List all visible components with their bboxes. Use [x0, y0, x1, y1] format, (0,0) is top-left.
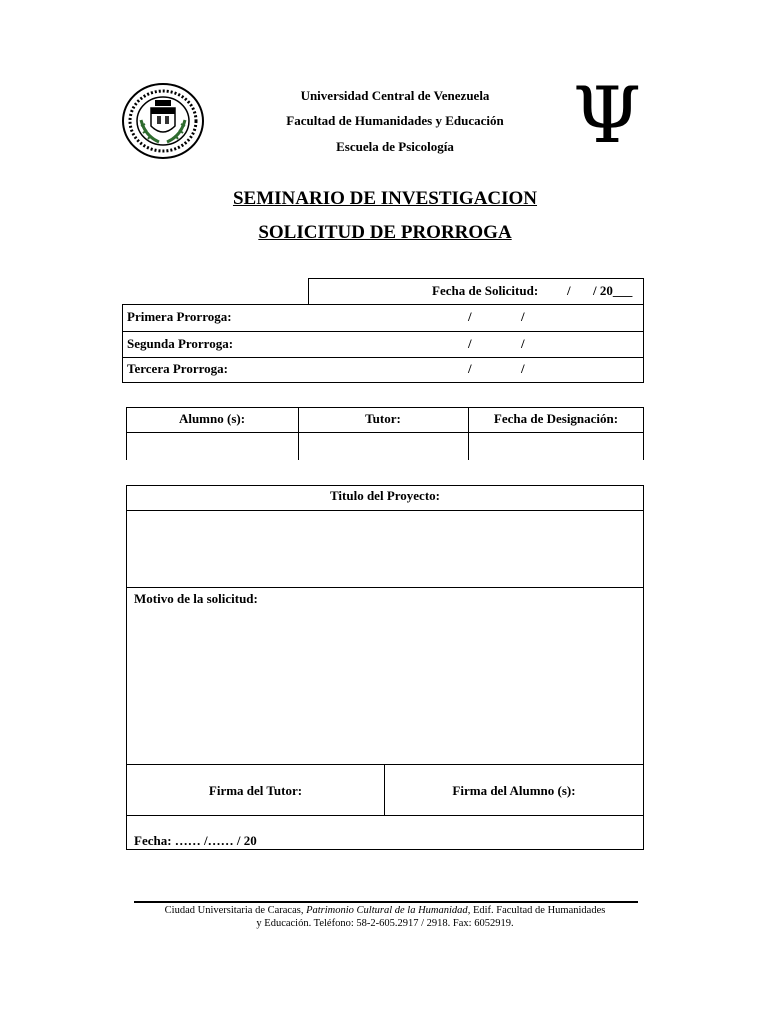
request-reason-label: Motivo de la solicitud: [134, 591, 258, 606]
table-divider [127, 815, 643, 816]
date-slash: / [468, 336, 472, 351]
project-title-field[interactable] [127, 511, 643, 587]
footer-address-suffix: , Edif. Facultad de Humanidades [467, 905, 606, 916]
people-table [126, 407, 644, 460]
project-title-label: Titulo del Proyecto: [329, 488, 440, 503]
document-subtitle: SOLICITUD DE PRORROGA [258, 222, 512, 243]
extension-row-third[interactable] [123, 357, 643, 383]
project-table [126, 485, 644, 850]
tutor-header: Tutor: [365, 411, 401, 426]
request-date-cell[interactable] [308, 278, 644, 304]
designation-date-header: Fecha de Designación: [493, 411, 619, 426]
tutor-field[interactable] [299, 433, 468, 460]
school-name: Escuela de Psicología [336, 139, 454, 154]
extension-row-first[interactable] [123, 305, 643, 331]
table-divider [643, 407, 644, 460]
request-reason-field[interactable] [127, 606, 643, 763]
tutor-signature-field[interactable] [127, 765, 384, 815]
footer-contact: y Educación. Teléfono: 58-2-605.2917 / 2918. Fax: 6052919. [256, 918, 514, 929]
tutor-signature-label: Firma del Tutor: [208, 783, 303, 798]
extension-label: Tercera Prorroga: [127, 361, 228, 376]
footer-address-prefix: Ciudad Universitaria de Caracas, [164, 905, 307, 916]
extensions-table [122, 304, 644, 383]
university-seal-icon [121, 82, 205, 160]
date-slash: / [521, 336, 525, 351]
student-field[interactable] [127, 433, 298, 460]
footer-address [120, 905, 650, 916]
student-signature-label: Firma del Alumno (s): [452, 783, 576, 798]
extension-label: Primera Prorroga: [127, 309, 232, 324]
extension-row-second[interactable] [123, 331, 643, 357]
university-name: Universidad Central de Venezuela [300, 88, 490, 103]
request-date-slash: / [567, 283, 571, 298]
footer-heritage-text: Patrimonio Cultural de la Humanidad [306, 905, 468, 916]
psi-symbol-icon: Ψ [572, 71, 642, 161]
student-signature-field[interactable] [385, 765, 643, 815]
document-title: SEMINARIO DE INVESTIGACION [232, 188, 538, 209]
footer-rule [134, 901, 638, 903]
request-date-year: / 20___ [593, 283, 633, 298]
date-slash: / [468, 361, 472, 376]
date-slash: / [521, 309, 525, 324]
request-date-label: Fecha de Solicitud: [432, 283, 539, 298]
designation-date-field[interactable] [469, 433, 643, 460]
student-header: Alumno (s): [178, 411, 246, 426]
signature-date-label[interactable]: Fecha: …… /…… / 20 [134, 833, 257, 848]
date-slash: / [521, 361, 525, 376]
date-slash: / [468, 309, 472, 324]
extension-label: Segunda Prorroga: [127, 336, 234, 351]
table-divider [127, 587, 643, 588]
faculty-name: Facultad de Humanidades y Educación [286, 113, 504, 128]
